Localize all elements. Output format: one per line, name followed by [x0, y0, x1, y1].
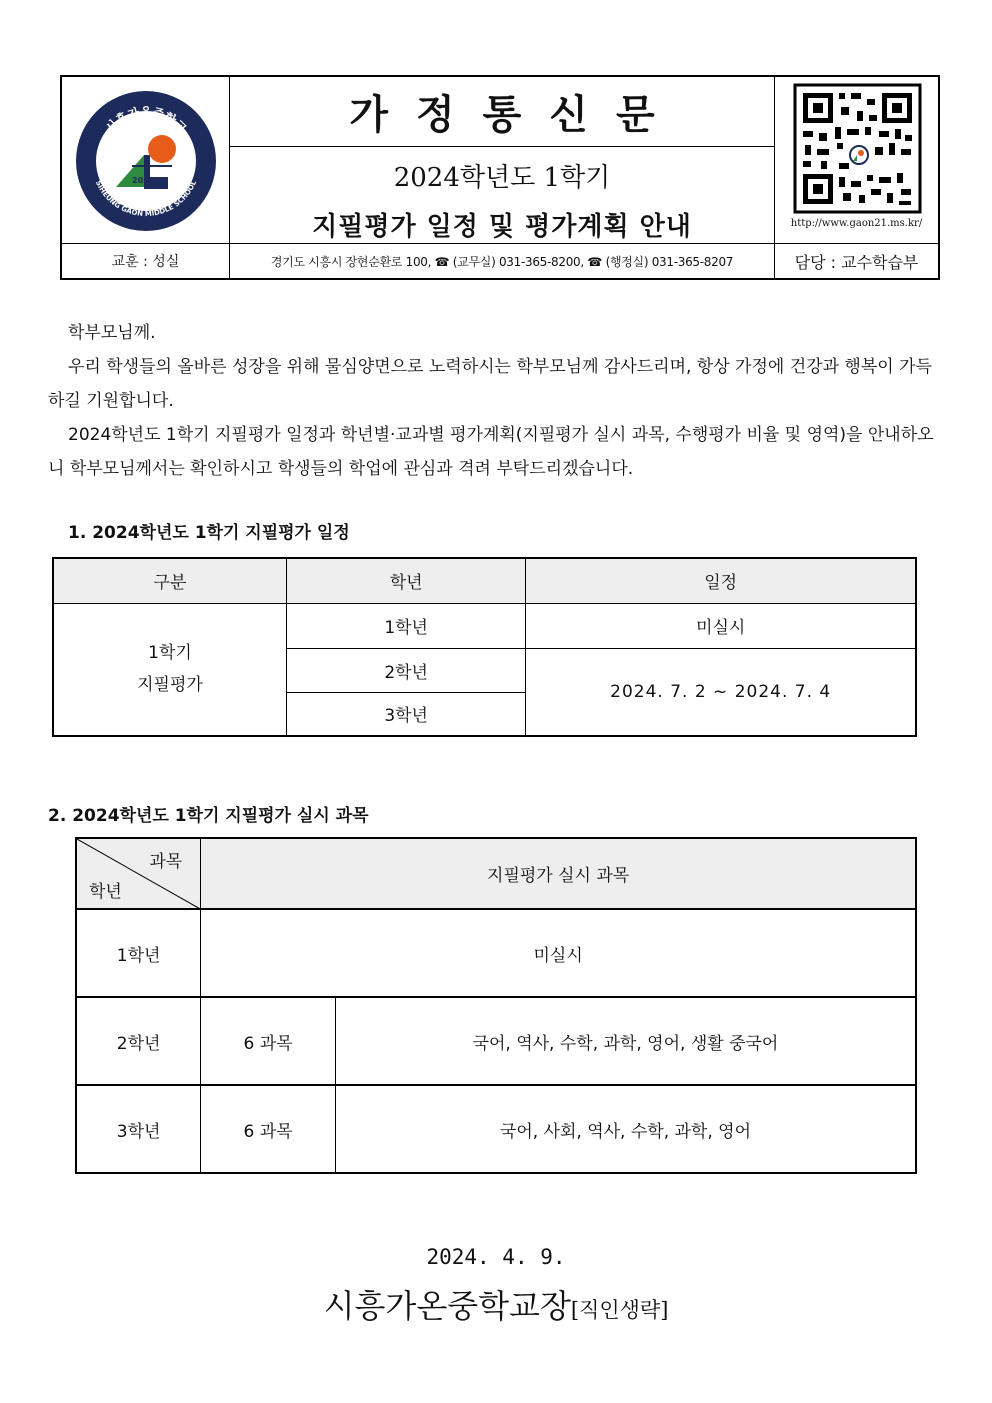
responsible-dept: 담당 : 교수학습부	[794, 252, 919, 272]
exam-schedule-table	[52, 557, 917, 737]
count-cell: 6 과목	[201, 997, 336, 1085]
grade-cell: 1학년	[286, 603, 525, 648]
table-row	[53, 603, 916, 648]
grade-cell: 1학년	[76, 909, 201, 997]
school-logo	[62, 77, 230, 244]
header-category: 구분	[53, 558, 286, 603]
table-row	[76, 909, 916, 997]
logo-text-top: 시흥가온중학교	[102, 105, 190, 136]
subjects-cell: 국어, 사회, 역사, 수학, 과학, 영어	[335, 1085, 916, 1173]
intro-paragraph: 우리 학생들의 올바른 성장을 위해 물심양면으로 노력하시는 학부모님께 감사드리며, 항상 가정에 건강과 행복이 가득하길 기원합니다.	[48, 357, 932, 411]
school-motto: 교훈 : 성실	[62, 244, 230, 278]
school-logo-cell	[62, 77, 230, 244]
diag-subject-label: 과목	[149, 852, 183, 872]
qr-code[interactable]	[775, 77, 938, 217]
subtitle-topic: 지필평가 일정 및 평가계획 안내	[312, 212, 692, 242]
issue-date: 2024. 4. 9.	[426, 1245, 566, 1269]
grade-cell: 2학년	[76, 997, 201, 1085]
schedule-cell: 미실시	[526, 603, 916, 648]
school-address: 경기도 시흥시 장현순환로 100, ☎ (교무실) 031-365-8200, ☎ (행정실) 031-365-8207	[230, 244, 775, 278]
section1-title: 1. 2024학년도 1학기 지필평가 일정	[68, 523, 350, 543]
header-grade: 학년	[286, 558, 525, 603]
seal-note: [직인생략]	[570, 1298, 669, 1322]
diagonal-header-cell	[76, 838, 201, 909]
table-header-row	[76, 838, 916, 909]
greeting: 학부모님께.	[68, 323, 156, 343]
signature-line	[0, 1281, 992, 1327]
header-subjects: 지필평가 실시 과목	[201, 838, 916, 909]
table-header-row	[53, 558, 916, 603]
logo-text-bottom: SIHEUNG GAON MIDDLE SCHOOL	[93, 179, 199, 219]
qr-cell	[775, 77, 938, 244]
category-exam: 지필평가	[137, 675, 203, 696]
table-row	[76, 1085, 916, 1173]
page-title: 가정통신문	[349, 91, 683, 138]
section2-title: 2. 2024학년도 1학기 지필평가 실시 과목	[48, 806, 369, 826]
subtitle-term: 2024학년도 1학기	[393, 163, 611, 193]
principal-name: 시흥가온중학교장	[323, 1287, 571, 1325]
grade-cell: 3학년	[76, 1085, 201, 1173]
logo-year: 2021	[132, 176, 155, 185]
subtitle-cell	[230, 147, 775, 244]
grade-cell: 3학년	[286, 692, 525, 736]
schedule-cell: 2024. 7. 2 ~ 2024. 7. 4	[526, 648, 916, 736]
grade-cell: 2학년	[286, 648, 525, 692]
table-row	[76, 997, 916, 1085]
header-schedule: 일정	[526, 558, 916, 603]
newsletter-header	[60, 75, 940, 280]
diag-grade-label: 학년	[89, 882, 122, 902]
school-url[interactable]: http://www.gaon21.ms.kr/	[790, 218, 923, 229]
subjects-cell: 미실시	[201, 909, 916, 997]
subjects-cell: 국어, 역사, 수학, 과학, 영어, 생활 중국어	[335, 997, 916, 1085]
category-term: 1학기	[148, 643, 192, 664]
title-cell	[230, 77, 775, 147]
exam-subjects-table	[75, 837, 917, 1174]
notice-paragraph: 2024학년도 1학기 지필평가 일정과 학년별·교과별 평가계획(지필평가 실시 과목, 수행평가 비율 및 영역)을 안내하오니 학부모님께서는 확인하시고 학생들의 학업에 관심과 격려 부탁드리겠습니다.	[48, 425, 934, 479]
count-cell: 6 과목	[201, 1085, 336, 1173]
category-cell	[53, 603, 286, 736]
